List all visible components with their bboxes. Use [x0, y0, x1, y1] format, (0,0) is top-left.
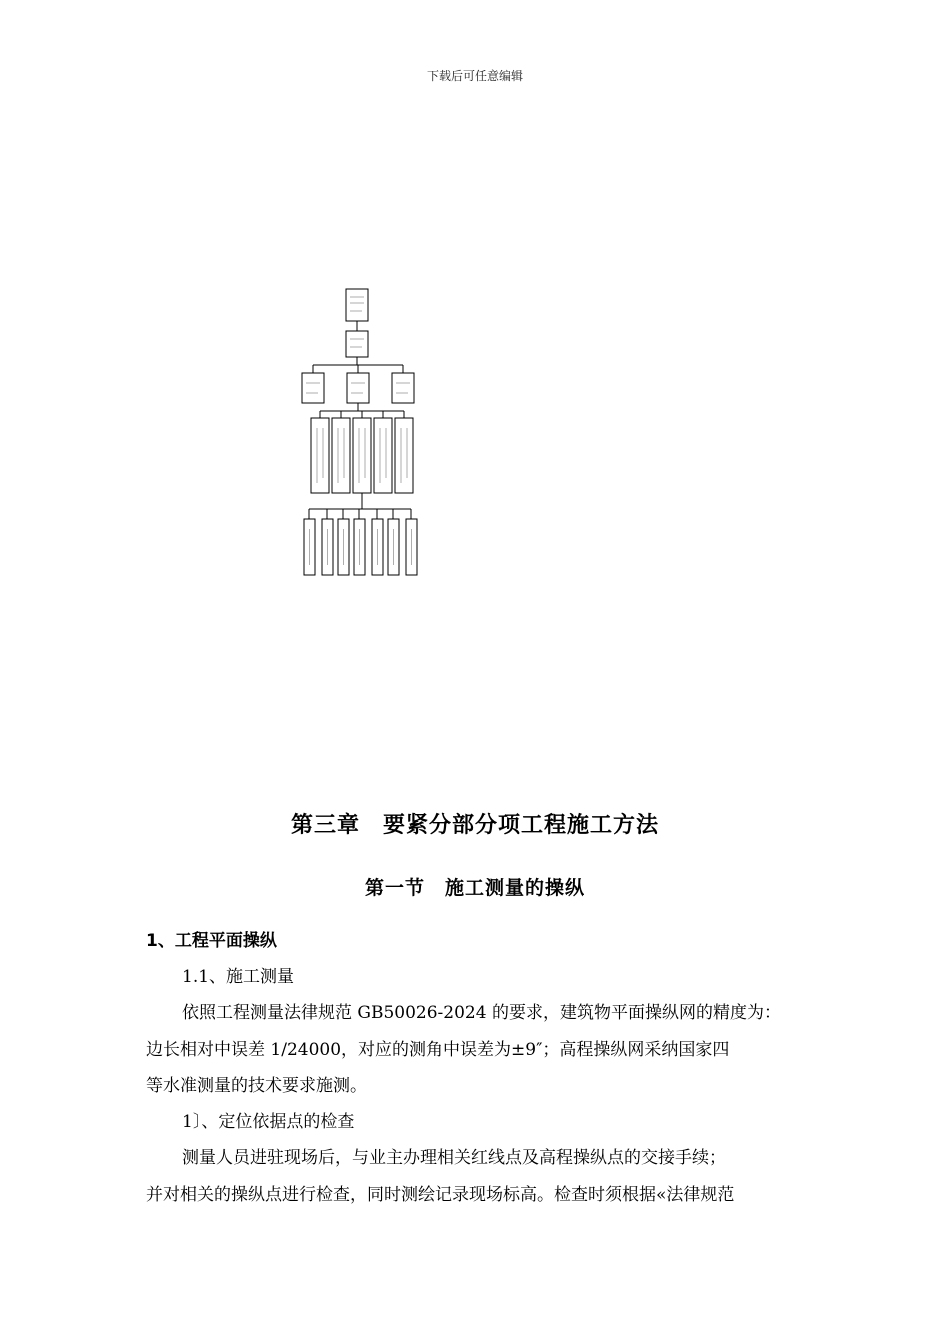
org-box-level-4-2	[332, 418, 350, 493]
org-chart-diagram	[296, 283, 436, 583]
paragraph-1-line-3: 等水准测量的技术要求施测。	[146, 1076, 367, 1096]
org-box-level-3-center	[347, 373, 369, 403]
heading-1: 1、工程平面操纵	[146, 931, 277, 951]
org-box-level-3-left	[302, 373, 324, 403]
org-box-level-3-right	[392, 373, 414, 403]
organization-chart	[296, 283, 436, 583]
org-box-level-1	[346, 289, 368, 321]
paragraph-1-line-2: 边长相对中误差 1/24000，对应的测角中误差为±9″；高程操纵网采纳国家四	[146, 1040, 730, 1060]
org-box-level-4-4	[374, 418, 392, 493]
paragraph-1-line-1: 依照工程测量法律规范 GB50026-2024 的要求，建筑物平面操纵网的精度为：	[182, 1003, 781, 1023]
org-box-level-2	[346, 331, 368, 357]
sub-heading-1: 1〕、定位依据点的检查	[182, 1112, 355, 1132]
paragraph-2-line-1: 测量人员进驻现场后，与业主办理相关红线点及高程操纵点的交接手续；	[182, 1148, 726, 1168]
chapter-title: 第三章 要紧分部分项工程施工方法	[290, 813, 659, 838]
paragraph-2-line-2: 并对相关的操纵点进行检查，同时测绘记录现场标高。检查时须根据«法律规范	[146, 1185, 735, 1205]
header-note: 下载后可任意编辑	[426, 69, 523, 83]
org-box-level-4-1	[311, 418, 329, 493]
sub-heading-1-1: 1.1、施工测量	[182, 967, 295, 987]
org-box-level-4-5	[395, 418, 413, 493]
org-box-level-4-3	[353, 418, 371, 493]
section-title: 第一节 施工测量的操纵	[364, 877, 585, 899]
